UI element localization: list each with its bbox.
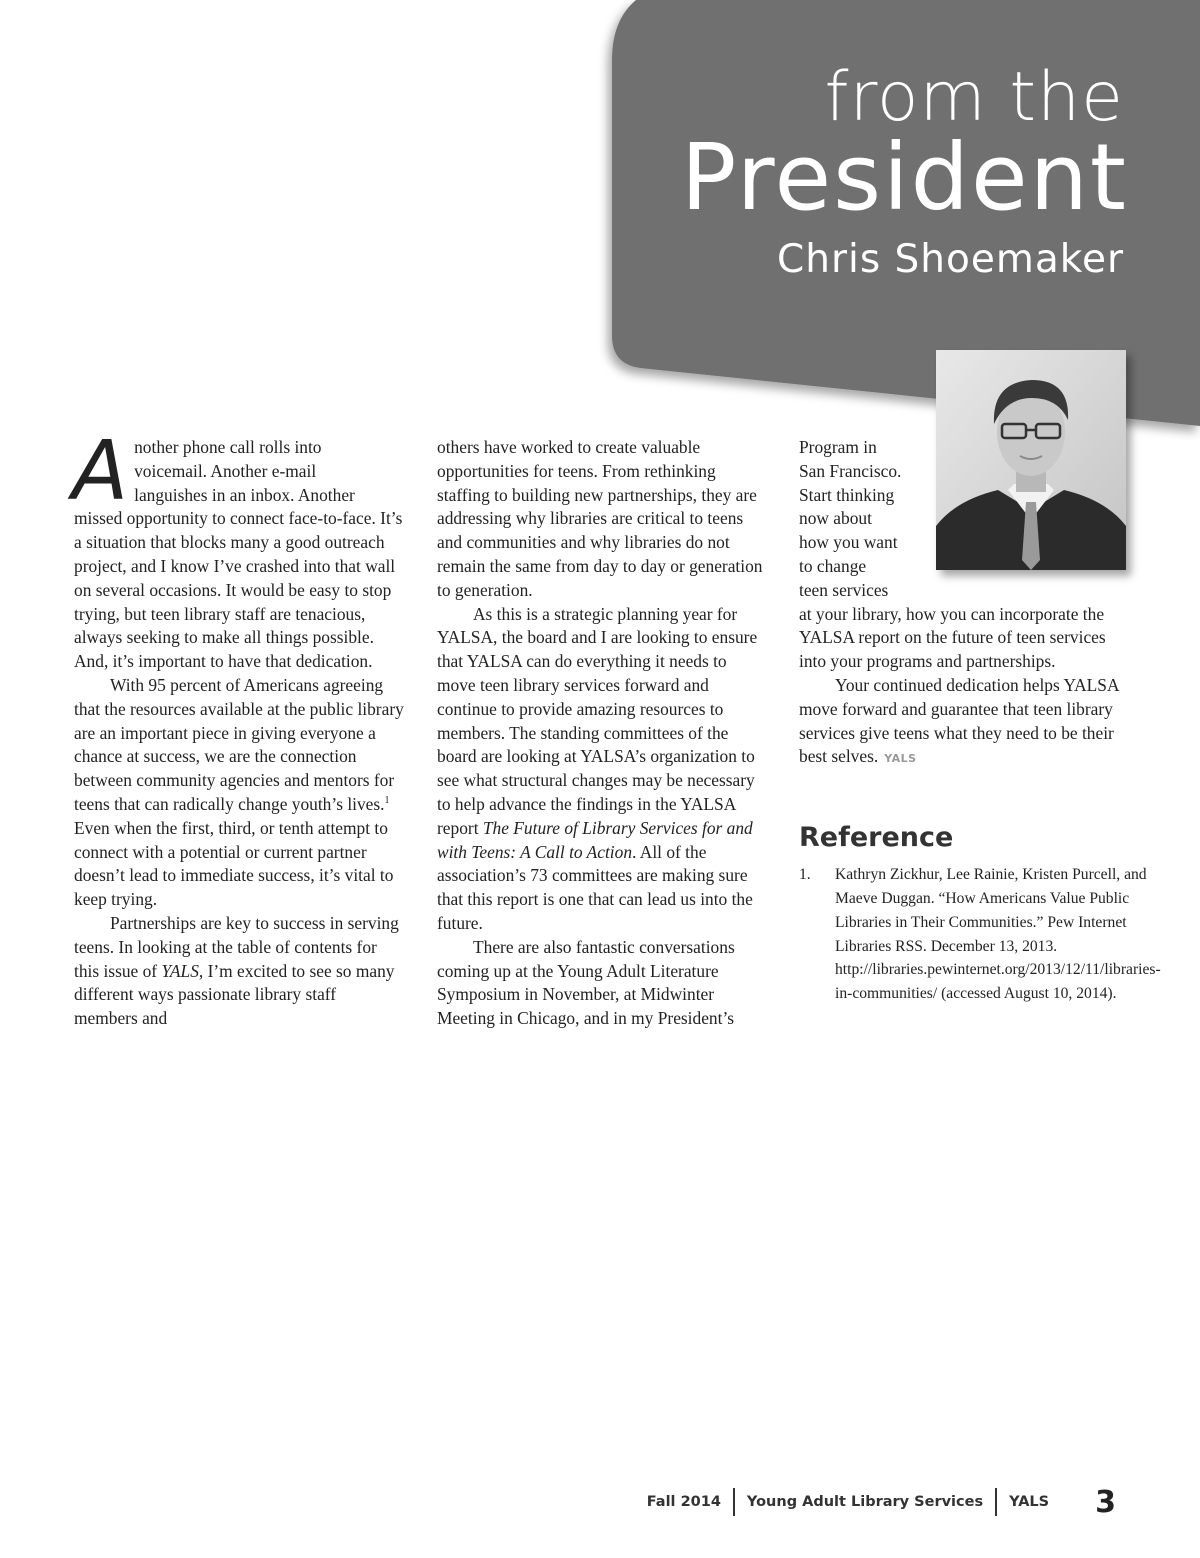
paragraph-text: With 95 percent of Americans agreeing that the resources available at the public library are an important piece in giving everyone a chance at success, we are the connection between community agencies and mentors for teens that can radically change youth’s lives.: [74, 674, 404, 814]
footnote-marker: 1: [384, 795, 390, 807]
paragraph-text: at your library, how you can incorporate the YALSA report on the future of teen services into your programs and partnerships.: [799, 603, 1106, 672]
page-footer: [647, 1486, 1116, 1518]
footer-issue: Fall 2014: [646, 1494, 721, 1510]
text-line: nother phone call rolls into: [134, 437, 322, 457]
reference-number: 1.: [799, 866, 811, 884]
journal-title: YALS: [161, 960, 199, 981]
paragraph-text: Partnerships are key to success in serving teens. In looking at the table of contents for this issue of: [74, 912, 399, 981]
paragraph-text: As this is a strategic planning year for YALSA, the board and I are looking to ensure that YALSA can do everything it needs to move teen library services forward and continue to provide amazing resources to members. The standing committees of the board are looking at YALSA’s organization to see what structural changes may be necessary to help advance the findings in the YALSA report: [437, 603, 758, 838]
article-column-1: [72, 424, 404, 1031]
footer-short-title: YALS: [1009, 1494, 1050, 1510]
end-mark: YALS: [884, 752, 917, 766]
header-kicker: from the: [824, 58, 1124, 137]
paragraph: [74, 912, 404, 1031]
article-column-2: [437, 436, 767, 1031]
text-line: voicemail. Another e-mail: [134, 460, 317, 481]
text-line: now about: [799, 508, 872, 529]
footer-divider: [995, 1488, 997, 1516]
reference-heading: Reference: [799, 822, 954, 854]
paragraph-text: , I’m excited to see so many different ways passionate library staff members and: [74, 960, 395, 1029]
paragraph: [799, 674, 1125, 771]
text-line: Program in: [799, 437, 877, 457]
report-title: The Future of Library Services for and with Teens: A Call to Action: [437, 817, 753, 862]
footer-publication: Young Adult Library Services: [746, 1494, 984, 1510]
footer-divider: [733, 1488, 735, 1516]
text-line: to change: [799, 555, 867, 576]
paragraph-text: missed opportunity to connect face-to-face. It’s a situation that blocks many a good outreach project, and I know I’ve crashed into that wall on several occasions. It would be easy to stop trying, but teen library staff are tenacious, always seeking to make all things possible. And, it’s important to have that dedication.: [74, 508, 403, 672]
page-title: President: [680, 124, 1128, 231]
paragraph: [74, 674, 404, 912]
paragraph: [72, 424, 404, 674]
text-line: teen services: [799, 579, 889, 600]
text-line: languishes in an inbox. Another: [134, 484, 355, 505]
author-name: Chris Shoemaker: [777, 237, 1124, 282]
reference-text: Kathryn Zickhur, Lee Rainie, Kristen Purcell, and Maeve Duggan. “How Americans Value Public Libraries in Their Communities.” Pew Internet Libraries RSS. December 13, 2013. http://libraries.pewinternet.org/2013/12/11/libraries-in-communities/ (accessed August 10, 2014).: [835, 866, 1161, 1003]
text-line: how you want: [799, 532, 898, 553]
paragraph-text: Even when the first, third, or tenth attempt to connect with a potential or current partner doesn’t lead to immediate success, it’s vital to keep trying.: [74, 817, 394, 910]
drop-cap: A: [72, 424, 129, 519]
paragraph: [799, 436, 1125, 674]
paragraph: [437, 603, 767, 936]
article-column-3: [799, 436, 1161, 1006]
page-number: 3: [1095, 1484, 1116, 1520]
paragraph-text: Your continued dedication helps YALSA move forward and guarantee that teen library services give teens what they need to be their best selves.: [799, 674, 1119, 767]
text-line: San Francisco.: [799, 460, 902, 481]
reference-item: [799, 863, 1161, 1006]
paragraph: others have worked to create valuable opportunities for teens. From rethinking staffing to building new partnerships, they are addressing why libraries are critical to teens and communities and why libraries do not remain the same from day to day or generation to generation.: [437, 437, 763, 600]
paragraph: There are also fantastic conversations coming up at the Young Adult Literature Symposium in November, at Midwinter Meeting in Chicago, and in my President’s: [437, 936, 735, 1029]
paragraph-text: . All of the association’s 73 committees are making sure that this report is one that can lead us into the future.: [437, 841, 753, 933]
text-line: Start thinking: [799, 484, 895, 505]
